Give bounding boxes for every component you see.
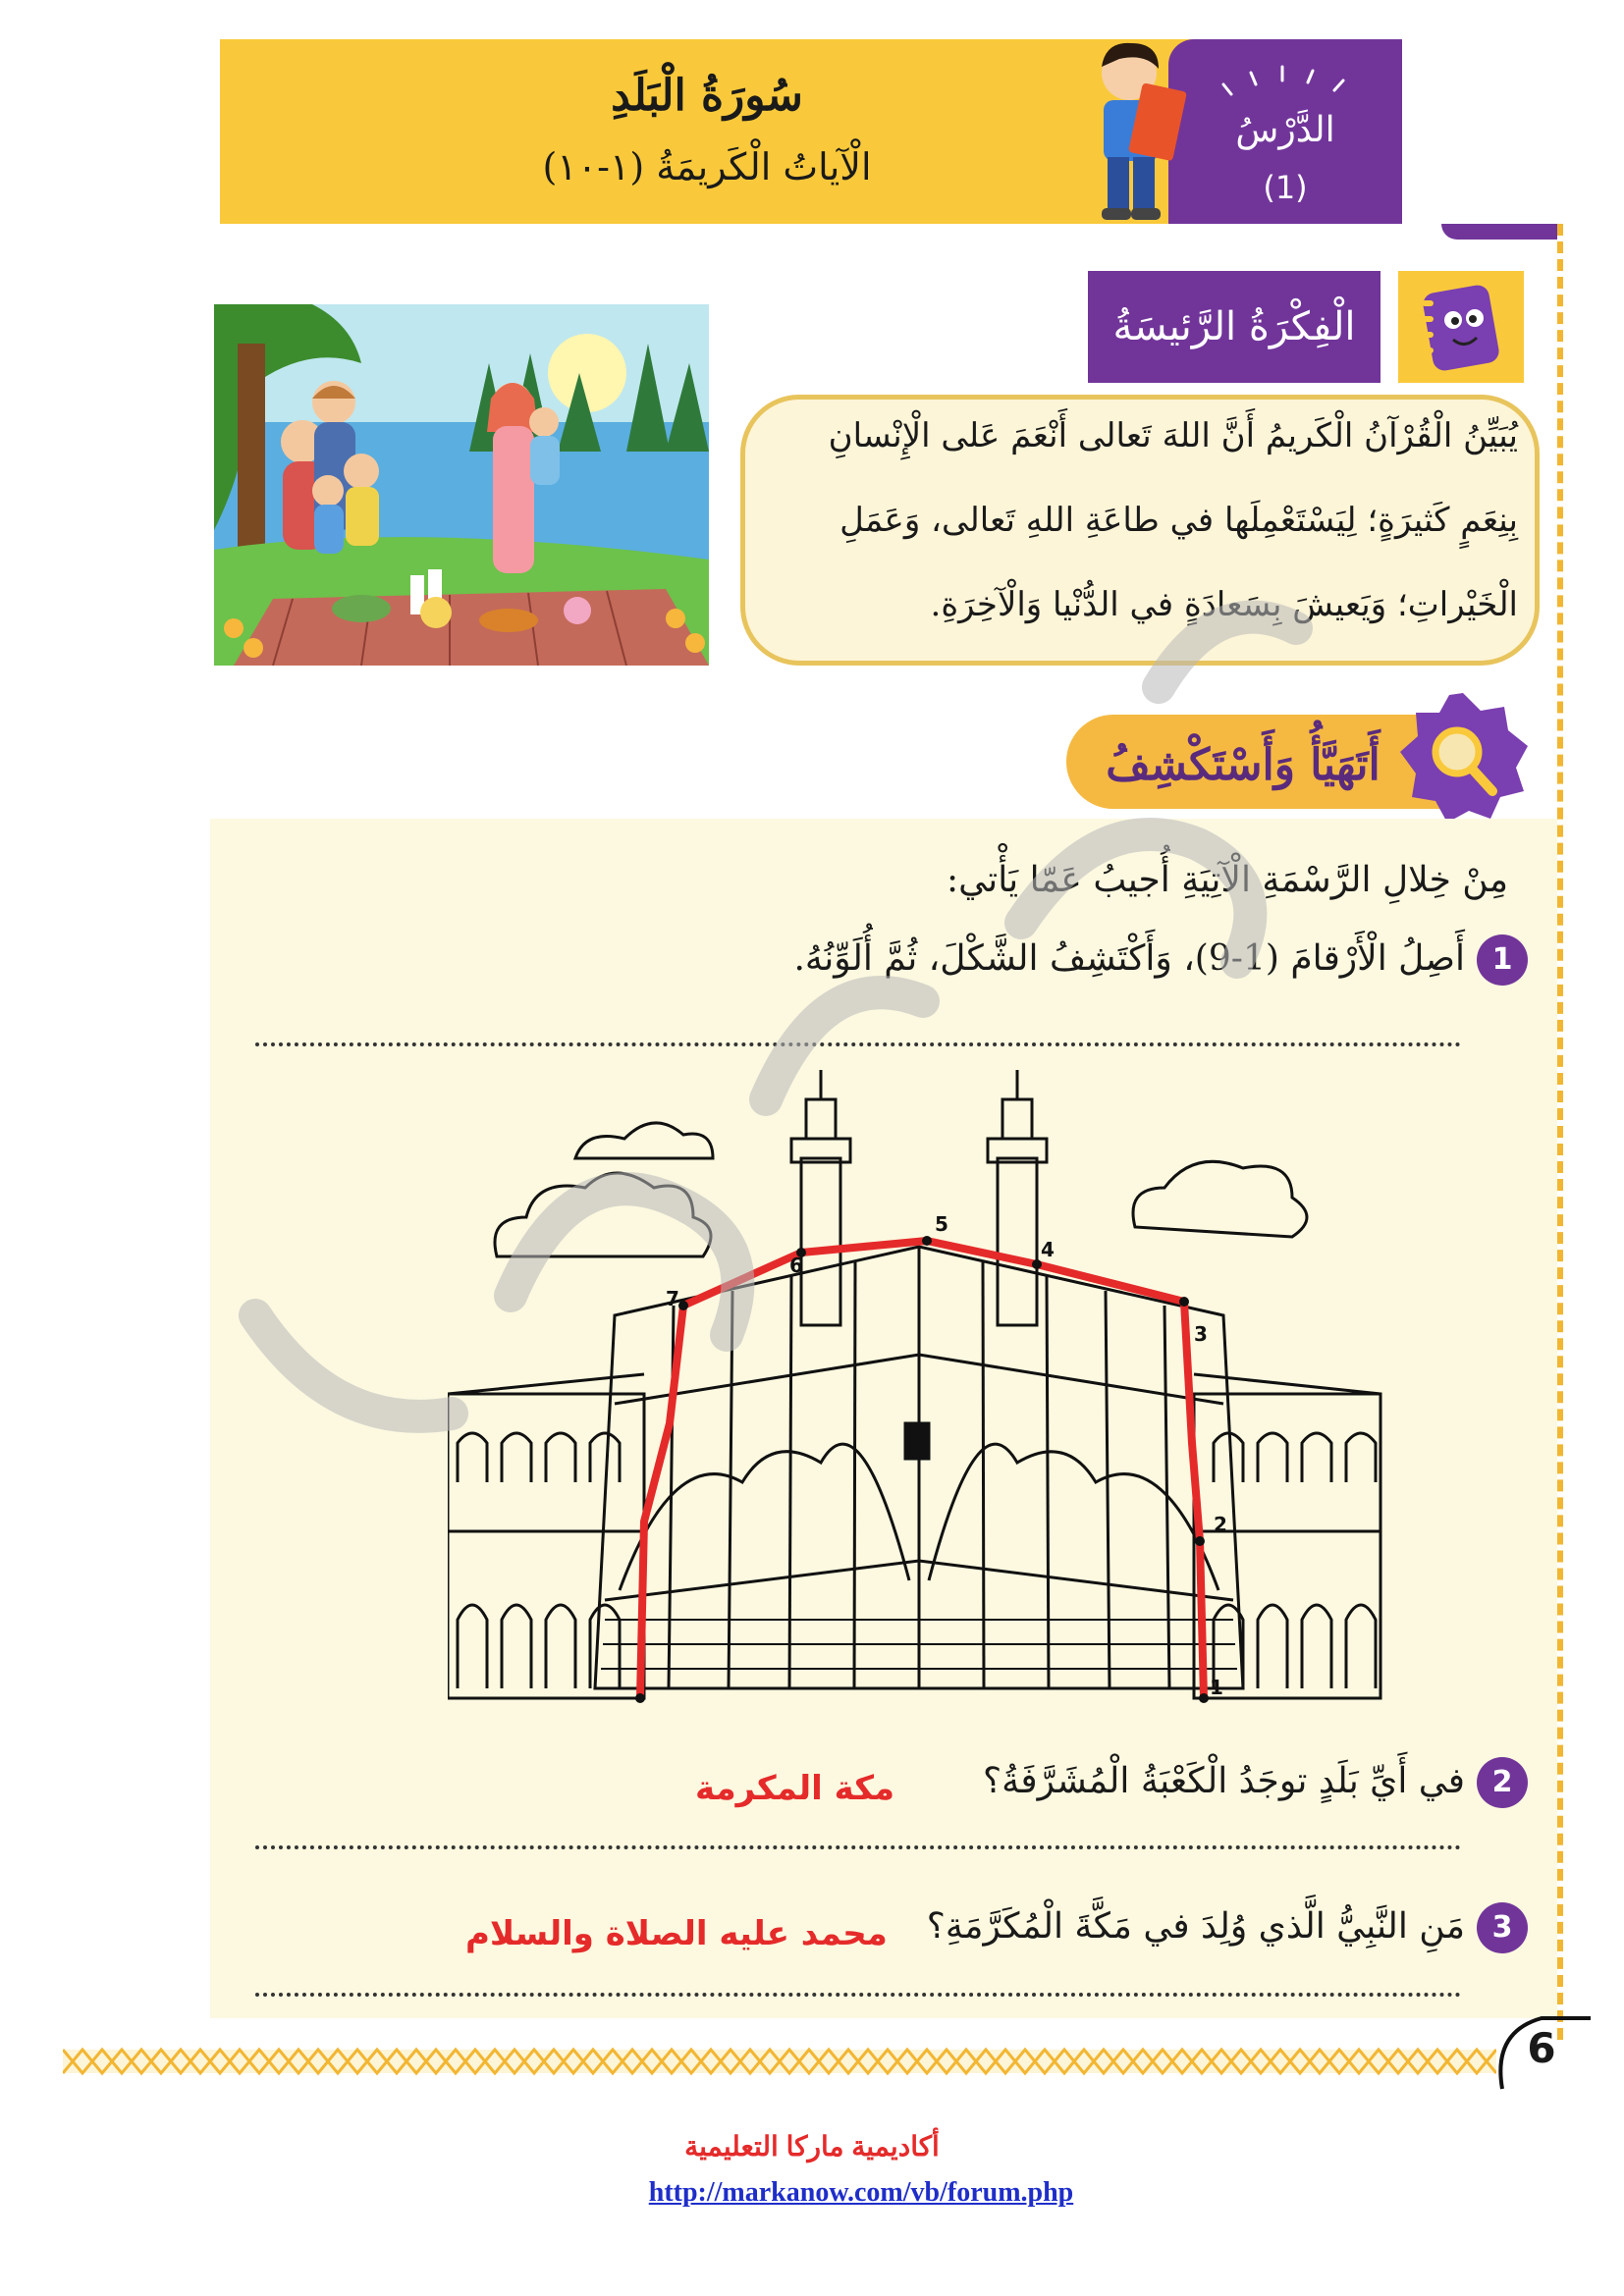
dot-label: 7 xyxy=(666,1287,679,1310)
dot-label: 6 xyxy=(789,1254,803,1277)
footer-organization: أكاديمية ماركا التعليمية xyxy=(684,2131,940,2162)
answer-line xyxy=(255,1042,1461,1046)
question-text: أَصِلُ الْأَرْقامَ (1-9)، وَأَكْتَشِفُ الشَّكْلَ، ثُمَّ أُلَوِّنُهُ. xyxy=(793,938,1465,979)
question-number: 1 xyxy=(1477,934,1528,986)
question-number: 2 xyxy=(1477,1757,1528,1808)
side-tab xyxy=(1441,224,1557,240)
answer-line xyxy=(255,1993,1461,1997)
dot-label: 5 xyxy=(935,1212,948,1236)
answer-text: مكة المكرمة xyxy=(695,1769,895,1808)
dot-label: 1 xyxy=(1210,1676,1223,1699)
family-picnic-illustration xyxy=(214,304,709,666)
sunburst-icon xyxy=(1212,55,1369,104)
main-idea-line: يُبَيِّنُ الْقُرْآنُ الْكَريمُ أَنَّ اللهَ تَعالى أَنْعَمَ عَلى الْإِنْسانِ xyxy=(828,416,1518,455)
dot-label: 4 xyxy=(1041,1238,1055,1261)
page-border xyxy=(1557,224,1563,2040)
footer-link[interactable]: http://markanow.com/vb/forum.php xyxy=(648,2177,1074,2208)
verses-subtitle: الْآياتُ الْكَريمَةُ (١-١٠) xyxy=(542,145,872,188)
boy-reading-icon xyxy=(1074,33,1204,224)
explore-heading: أَتَهَيَّأُ وَأَسْتَكْشِفُ xyxy=(1106,740,1380,790)
magnifier-icon xyxy=(1394,689,1532,827)
question-text: مَنِ النَّبِيُّ الَّذي وُلِدَ في مَكَّةَ الْمُكَرَّمَةِ؟ xyxy=(926,1906,1465,1947)
main-idea-heading: الْفِكْرَةُ الرَّئيسَةُ xyxy=(1112,304,1356,349)
answer-line xyxy=(255,1845,1461,1849)
question-text: في أَيِّ بَلَدٍ توجَدُ الْكَعْبَةُ الْمُشَرَّفَةُ؟ xyxy=(983,1761,1465,1801)
lesson-number: (1) xyxy=(1263,169,1308,206)
kaaba-drawing xyxy=(448,1070,1400,1718)
main-idea-line: الْخَيْراتِ؛ وَيَعيشَ بِسَعادَةٍ في الدُّنْيا وَالْآخِرَةِ. xyxy=(930,585,1518,624)
activity-instruction: مِنْ خِلالِ الرَّسْمَةِ الْآتِيَةِ أُجيبُ عَمّا يَأْتي: xyxy=(947,860,1508,900)
page-number: 6 xyxy=(1527,2024,1556,2072)
surah-title: سُورَةُ الْبَلَدِ xyxy=(611,71,803,121)
question-number: 3 xyxy=(1477,1902,1528,1953)
main-idea-line: بِنِعَمٍ كَثيرَةٍ؛ لِيَسْتَعْمِلَها في طاعَةِ اللهِ تَعالى، وَعَمَلِ xyxy=(839,501,1518,540)
dot-label: 3 xyxy=(1194,1322,1208,1346)
dot-label: 2 xyxy=(1214,1513,1227,1536)
lesson-label: الدَّرْسُ xyxy=(1235,110,1335,150)
answer-text: محمد عليه الصلاة والسلام xyxy=(465,1914,888,1953)
notebook-icon xyxy=(1414,279,1508,375)
decorative-border xyxy=(63,2042,1496,2081)
